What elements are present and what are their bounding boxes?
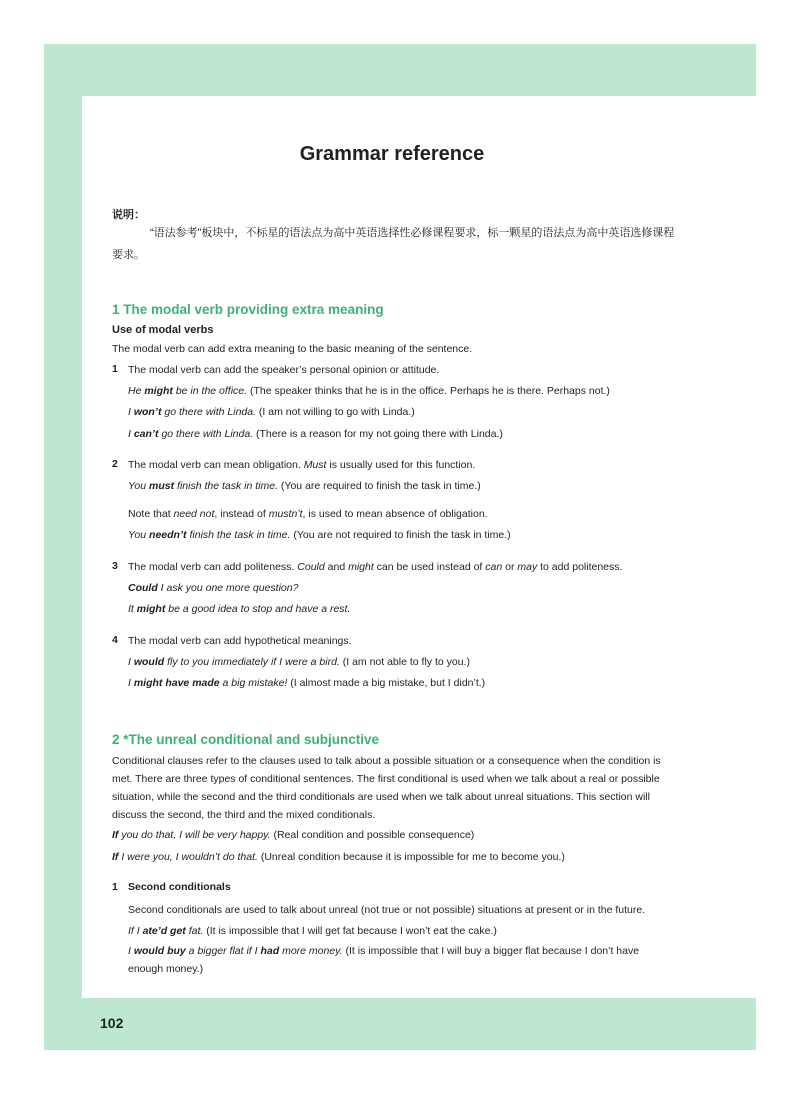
- example-sentence: If I were you, I wouldn’t do that. (Unreal condition because it is impossible for me to become you.): [112, 851, 565, 863]
- example-sentence: It might be a good idea to stop and have a rest.: [128, 603, 351, 615]
- note-label: 说明：: [112, 209, 145, 221]
- page-title: Grammar reference: [299, 143, 485, 165]
- page-frame-left: [44, 44, 82, 1050]
- example-sentence: I won’t go there with Linda. (I am not willing to go with Linda.): [128, 406, 415, 418]
- section-2-heading: 2 *The unreal conditional and subjunctive: [112, 732, 380, 747]
- section-1-heading: 1 The modal verb providing extra meaning: [112, 302, 384, 317]
- subsection-text: Second conditionals are used to talk about unreal (not true or not possible) situations at present or in the future.: [128, 904, 646, 916]
- section-1-subheading: Use of modal verbs: [112, 324, 214, 336]
- example-sentence: I would buy a bigger flat if I had more money. (It is impossible that I will buy a bigger flat because I don’t have enough money.): [128, 945, 640, 975]
- example-sentence: Could I ask you one more question?: [128, 582, 299, 594]
- example-sentence: I might have made a big mistake! (I almost made a big mistake, but I didn’t.): [128, 677, 486, 689]
- example-sentence: He might be in the office. (The speaker thinks that he is in the office. Perhaps he is there. Perhaps not.): [128, 385, 610, 397]
- point-number: 1: [112, 363, 118, 375]
- point-text: The modal verb can add the speaker’s personal opinion or attitude.: [128, 364, 440, 376]
- example-sentence: If you do that, I will be very happy. (Real condition and possible consequence): [112, 829, 475, 841]
- section-2-intro: Conditional clauses refer to the clauses used to talk about a possible situation or a consequence when the condition is met. There are three types of conditional sentences. The first conditional is used when we talk about a real or possible situation, while the second and the third conditionals are used when we talk about unreal situations. This section will discuss the second, the third and the mixed conditionals.: [112, 755, 661, 821]
- page-frame-top: [44, 44, 756, 96]
- page-number: 102: [100, 1015, 124, 1031]
- note-sentence: Note that need not, instead of mustn’t, is used to mean absence of obligation.: [128, 508, 488, 520]
- section-1-intro: The modal verb can add extra meaning to the basic meaning of the sentence.: [112, 343, 473, 355]
- example-sentence: I can’t go there with Linda. (There is a reason for my not going there with Linda.): [128, 428, 503, 440]
- page-frame-bottom: [44, 998, 756, 1050]
- example-sentence: You must finish the task in time. (You are required to finish the task in time.): [128, 480, 481, 492]
- point-text: The modal verb can mean obligation. Must is usually used for this function.: [128, 459, 476, 471]
- example-sentence: You needn’t finish the task in time. (You are not required to finish the task in time.): [128, 529, 511, 541]
- note-text: “语法参考”板块中，不标星的语法点为高中英语选择性必修课程要求，标一颗星的语法点为高中英语选修课程要求。: [112, 227, 675, 261]
- point-text: The modal verb can add politeness. Could and might can be used instead of can or may to add politeness.: [128, 561, 623, 573]
- subsection-heading: Second conditionals: [128, 881, 231, 893]
- example-sentence: I would fly to you immediately if I were a bird. (I am not able to fly to you.): [128, 656, 470, 668]
- example-sentence: If I ate’d get fat. (It is impossible that I will get fat because I won’t eat the cake.): [128, 925, 497, 937]
- point-text: The modal verb can add hypothetical meanings.: [128, 635, 352, 647]
